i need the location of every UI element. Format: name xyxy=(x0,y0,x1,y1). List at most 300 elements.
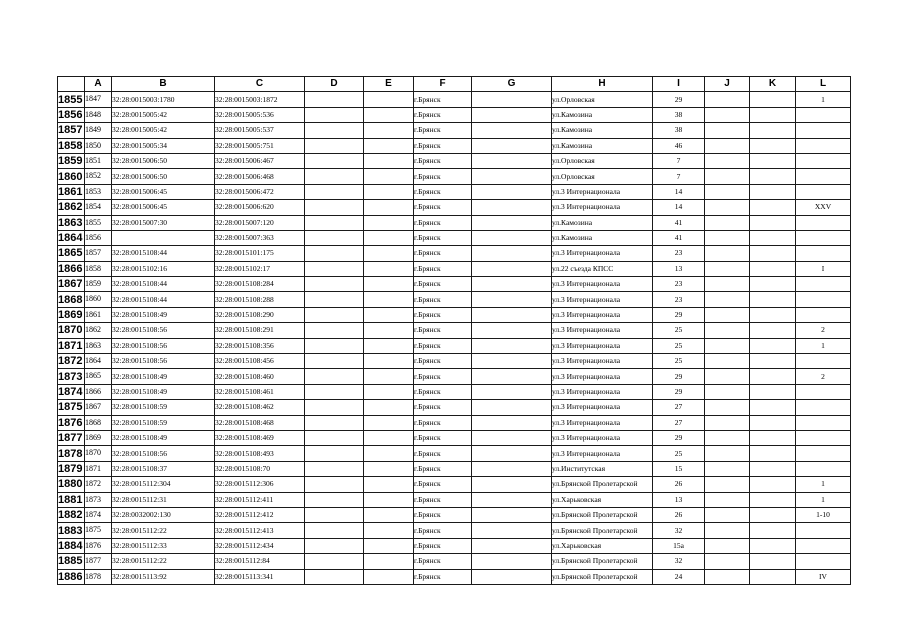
cell-j[interactable] xyxy=(705,184,750,199)
cell-k[interactable] xyxy=(750,369,796,384)
cell-h[interactable]: ул.Брянской Пролетарской xyxy=(552,569,653,584)
cell-e[interactable] xyxy=(364,523,414,538)
cell-k[interactable] xyxy=(750,430,796,445)
cell-l[interactable] xyxy=(796,354,851,369)
cell-i[interactable]: 29 xyxy=(653,384,705,399)
row-number[interactable]: 1873 xyxy=(58,369,85,384)
cell-b[interactable]: 32:28:0015108:44 xyxy=(112,277,215,292)
cell-i[interactable]: 38 xyxy=(653,123,705,138)
cell-i[interactable]: 46 xyxy=(653,138,705,153)
cell-f[interactable]: г.Брянск xyxy=(414,138,472,153)
cell-l[interactable] xyxy=(796,523,851,538)
cell-h[interactable]: ул.3 Интернационала xyxy=(552,446,653,461)
column-header[interactable]: A xyxy=(85,77,112,92)
cell-l[interactable] xyxy=(796,384,851,399)
row-number[interactable]: 1879 xyxy=(58,461,85,476)
cell-k[interactable] xyxy=(750,354,796,369)
cell-c[interactable]: 32:28:0015112:306 xyxy=(215,477,305,492)
column-header[interactable]: D xyxy=(305,77,364,92)
cell-l[interactable]: 1 xyxy=(796,477,851,492)
cell-i[interactable]: 25 xyxy=(653,446,705,461)
cell-c[interactable]: 32:28:0015112:411 xyxy=(215,492,305,507)
cell-a[interactable]: 1877 xyxy=(85,554,112,569)
cell-l[interactable] xyxy=(796,446,851,461)
cell-i[interactable]: 25 xyxy=(653,338,705,353)
cell-i[interactable]: 41 xyxy=(653,215,705,230)
cell-k[interactable] xyxy=(750,461,796,476)
cell-f[interactable]: г.Брянск xyxy=(414,430,472,445)
cell-l[interactable] xyxy=(796,246,851,261)
cell-l[interactable] xyxy=(796,400,851,415)
cell-a[interactable]: 1860 xyxy=(85,292,112,307)
column-header[interactable]: E xyxy=(364,77,414,92)
cell-c[interactable]: 32:28:0015108:70 xyxy=(215,461,305,476)
cell-b[interactable]: 32:28:0015108:59 xyxy=(112,400,215,415)
cell-e[interactable] xyxy=(364,153,414,168)
cell-k[interactable] xyxy=(750,184,796,199)
cell-b[interactable]: 32:28:0015006:50 xyxy=(112,153,215,168)
cell-b[interactable]: 32:28:0015112:22 xyxy=(112,554,215,569)
cell-b[interactable]: 32:28:0015112:31 xyxy=(112,492,215,507)
cell-c[interactable]: 32:28:0015108:284 xyxy=(215,277,305,292)
cell-c[interactable]: 32:28:0015108:468 xyxy=(215,415,305,430)
cell-h[interactable]: ул.3 Интернационала xyxy=(552,200,653,215)
cell-d[interactable] xyxy=(305,169,364,184)
cell-e[interactable] xyxy=(364,138,414,153)
cell-a[interactable]: 1849 xyxy=(85,123,112,138)
cell-c[interactable]: 32:28:0015113:341 xyxy=(215,569,305,584)
cell-g[interactable] xyxy=(472,261,552,276)
cell-g[interactable] xyxy=(472,523,552,538)
cell-f[interactable]: г.Брянск xyxy=(414,507,472,522)
cell-g[interactable] xyxy=(472,338,552,353)
row-number[interactable]: 1862 xyxy=(58,200,85,215)
cell-a[interactable]: 1856 xyxy=(85,230,112,245)
cell-h[interactable]: ул.Камозина xyxy=(552,138,653,153)
row-number[interactable]: 1858 xyxy=(58,138,85,153)
cell-g[interactable] xyxy=(472,107,552,122)
cell-d[interactable] xyxy=(305,215,364,230)
cell-g[interactable] xyxy=(472,384,552,399)
row-number[interactable]: 1860 xyxy=(58,169,85,184)
cell-e[interactable] xyxy=(364,215,414,230)
cell-b[interactable]: 32:28:0015112:304 xyxy=(112,477,215,492)
cell-k[interactable] xyxy=(750,384,796,399)
cell-d[interactable] xyxy=(305,554,364,569)
cell-f[interactable]: г.Брянск xyxy=(414,169,472,184)
cell-i[interactable]: 23 xyxy=(653,292,705,307)
cell-b[interactable]: 32:28:0015108:49 xyxy=(112,369,215,384)
cell-j[interactable] xyxy=(705,354,750,369)
cell-k[interactable] xyxy=(750,246,796,261)
cell-d[interactable] xyxy=(305,492,364,507)
cell-b[interactable]: 32:28:0015108:49 xyxy=(112,430,215,445)
cell-e[interactable] xyxy=(364,261,414,276)
cell-e[interactable] xyxy=(364,246,414,261)
cell-j[interactable] xyxy=(705,200,750,215)
cell-i[interactable]: 25 xyxy=(653,354,705,369)
cell-b[interactable]: 32:28:0015005:34 xyxy=(112,138,215,153)
cell-a[interactable]: 1863 xyxy=(85,338,112,353)
cell-g[interactable] xyxy=(472,400,552,415)
row-number[interactable]: 1868 xyxy=(58,292,85,307)
cell-h[interactable]: ул.Камозина xyxy=(552,107,653,122)
cell-d[interactable] xyxy=(305,138,364,153)
cell-a[interactable]: 1874 xyxy=(85,507,112,522)
cell-b[interactable]: 32:28:0015108:56 xyxy=(112,354,215,369)
cell-a[interactable]: 1864 xyxy=(85,354,112,369)
cell-l[interactable] xyxy=(796,554,851,569)
row-number[interactable]: 1870 xyxy=(58,323,85,338)
cell-j[interactable] xyxy=(705,307,750,322)
cell-g[interactable] xyxy=(472,292,552,307)
cell-j[interactable] xyxy=(705,523,750,538)
cell-b[interactable]: 32:28:0015003:1780 xyxy=(112,92,215,107)
cell-i[interactable]: 23 xyxy=(653,277,705,292)
cell-e[interactable] xyxy=(364,169,414,184)
cell-i[interactable]: 15а xyxy=(653,538,705,553)
cell-f[interactable]: г.Брянск xyxy=(414,538,472,553)
cell-h[interactable]: ул.3 Интернационала xyxy=(552,338,653,353)
cell-g[interactable] xyxy=(472,430,552,445)
row-number[interactable]: 1859 xyxy=(58,153,85,168)
cell-a[interactable]: 1848 xyxy=(85,107,112,122)
row-number[interactable]: 1872 xyxy=(58,354,85,369)
cell-h[interactable]: ул.Орловская xyxy=(552,92,653,107)
cell-l[interactable] xyxy=(796,169,851,184)
cell-a[interactable]: 1858 xyxy=(85,261,112,276)
cell-c[interactable]: 32:28:0015108:456 xyxy=(215,354,305,369)
cell-i[interactable]: 26 xyxy=(653,477,705,492)
row-number[interactable]: 1871 xyxy=(58,338,85,353)
cell-d[interactable] xyxy=(305,307,364,322)
cell-j[interactable] xyxy=(705,477,750,492)
cell-e[interactable] xyxy=(364,554,414,569)
cell-e[interactable] xyxy=(364,92,414,107)
cell-k[interactable] xyxy=(750,415,796,430)
row-number[interactable]: 1857 xyxy=(58,123,85,138)
cell-h[interactable]: ул.Брянской Пролетарской xyxy=(552,554,653,569)
cell-j[interactable] xyxy=(705,92,750,107)
cell-l[interactable]: IV xyxy=(796,569,851,584)
cell-l[interactable] xyxy=(796,430,851,445)
cell-a[interactable]: 1855 xyxy=(85,215,112,230)
cell-j[interactable] xyxy=(705,400,750,415)
cell-b[interactable]: 32:28:0015113:92 xyxy=(112,569,215,584)
cell-k[interactable] xyxy=(750,338,796,353)
cell-l[interactable] xyxy=(796,153,851,168)
cell-b[interactable]: 32:28:0015108:44 xyxy=(112,292,215,307)
cell-l[interactable]: I xyxy=(796,261,851,276)
cell-i[interactable]: 27 xyxy=(653,415,705,430)
cell-c[interactable]: 32:28:0015007:363 xyxy=(215,230,305,245)
cell-a[interactable]: 1867 xyxy=(85,400,112,415)
cell-b[interactable]: 32:28:0015005:42 xyxy=(112,107,215,122)
cell-e[interactable] xyxy=(364,292,414,307)
cell-f[interactable]: г.Брянск xyxy=(414,446,472,461)
cell-a[interactable]: 1861 xyxy=(85,307,112,322)
cell-f[interactable]: г.Брянск xyxy=(414,523,472,538)
cell-c[interactable]: 32:28:0015108:288 xyxy=(215,292,305,307)
cell-i[interactable]: 26 xyxy=(653,507,705,522)
cell-a[interactable]: 1857 xyxy=(85,246,112,261)
row-number[interactable]: 1875 xyxy=(58,400,85,415)
cell-a[interactable]: 1870 xyxy=(85,446,112,461)
cell-l[interactable]: 1 xyxy=(796,338,851,353)
cell-l[interactable] xyxy=(796,107,851,122)
row-number[interactable]: 1869 xyxy=(58,307,85,322)
cell-k[interactable] xyxy=(750,92,796,107)
cell-k[interactable] xyxy=(750,323,796,338)
column-header[interactable]: I xyxy=(653,77,705,92)
cell-j[interactable] xyxy=(705,384,750,399)
cell-l[interactable]: 1 xyxy=(796,92,851,107)
cell-e[interactable] xyxy=(364,384,414,399)
cell-h[interactable]: ул.Камозина xyxy=(552,215,653,230)
cell-f[interactable]: г.Брянск xyxy=(414,461,472,476)
cell-i[interactable]: 7 xyxy=(653,153,705,168)
cell-i[interactable]: 14 xyxy=(653,200,705,215)
cell-k[interactable] xyxy=(750,492,796,507)
cell-e[interactable] xyxy=(364,369,414,384)
cell-g[interactable] xyxy=(472,92,552,107)
cell-d[interactable] xyxy=(305,200,364,215)
cell-c[interactable]: 32:28:0015112:434 xyxy=(215,538,305,553)
cell-g[interactable] xyxy=(472,184,552,199)
cell-i[interactable]: 27 xyxy=(653,400,705,415)
cell-g[interactable] xyxy=(472,554,552,569)
cell-h[interactable]: ул.Институтская xyxy=(552,461,653,476)
cell-e[interactable] xyxy=(364,323,414,338)
cell-d[interactable] xyxy=(305,123,364,138)
cell-e[interactable] xyxy=(364,200,414,215)
cell-c[interactable]: 32:28:0015003:1872 xyxy=(215,92,305,107)
cell-c[interactable]: 32:28:0015112:412 xyxy=(215,507,305,522)
cell-b[interactable]: 32:28:0015108:49 xyxy=(112,307,215,322)
cell-g[interactable] xyxy=(472,307,552,322)
cell-k[interactable] xyxy=(750,400,796,415)
cell-b[interactable]: 32:28:0015102:16 xyxy=(112,261,215,276)
cell-j[interactable] xyxy=(705,246,750,261)
row-number[interactable]: 1881 xyxy=(58,492,85,507)
cell-d[interactable] xyxy=(305,323,364,338)
cell-i[interactable]: 41 xyxy=(653,230,705,245)
cell-j[interactable] xyxy=(705,415,750,430)
cell-i[interactable]: 13 xyxy=(653,261,705,276)
cell-e[interactable] xyxy=(364,400,414,415)
column-header[interactable]: H xyxy=(552,77,653,92)
cell-b[interactable]: 32:28:0015112:33 xyxy=(112,538,215,553)
cell-f[interactable]: г.Брянск xyxy=(414,415,472,430)
cell-j[interactable] xyxy=(705,569,750,584)
row-number[interactable]: 1861 xyxy=(58,184,85,199)
cell-k[interactable] xyxy=(750,446,796,461)
cell-e[interactable] xyxy=(364,354,414,369)
row-number[interactable]: 1856 xyxy=(58,107,85,122)
cell-c[interactable]: 32:28:0015108:462 xyxy=(215,400,305,415)
cell-h[interactable]: ул.3 Интернационала xyxy=(552,323,653,338)
cell-h[interactable]: ул.Брянской Пролетарской xyxy=(552,523,653,538)
cell-f[interactable]: г.Брянск xyxy=(414,184,472,199)
cell-g[interactable] xyxy=(472,200,552,215)
cell-c[interactable]: 32:28:0015108:290 xyxy=(215,307,305,322)
cell-d[interactable] xyxy=(305,153,364,168)
column-header[interactable]: B xyxy=(112,77,215,92)
cell-d[interactable] xyxy=(305,277,364,292)
row-number[interactable]: 1863 xyxy=(58,215,85,230)
cell-f[interactable]: г.Брянск xyxy=(414,400,472,415)
cell-a[interactable]: 1868 xyxy=(85,415,112,430)
cell-e[interactable] xyxy=(364,492,414,507)
cell-e[interactable] xyxy=(364,461,414,476)
cell-e[interactable] xyxy=(364,477,414,492)
cell-e[interactable] xyxy=(364,338,414,353)
cell-k[interactable] xyxy=(750,307,796,322)
cell-f[interactable]: г.Брянск xyxy=(414,338,472,353)
cell-e[interactable] xyxy=(364,123,414,138)
cell-d[interactable] xyxy=(305,461,364,476)
cell-i[interactable]: 25 xyxy=(653,323,705,338)
cell-b[interactable]: 32:28:0015006:50 xyxy=(112,169,215,184)
row-number[interactable]: 1884 xyxy=(58,538,85,553)
cell-k[interactable] xyxy=(750,277,796,292)
cell-j[interactable] xyxy=(705,138,750,153)
cell-c[interactable]: 32:28:0015112:413 xyxy=(215,523,305,538)
cell-d[interactable] xyxy=(305,246,364,261)
cell-f[interactable]: г.Брянск xyxy=(414,215,472,230)
cell-d[interactable] xyxy=(305,477,364,492)
cell-c[interactable]: 32:28:0015108:493 xyxy=(215,446,305,461)
cell-k[interactable] xyxy=(750,569,796,584)
row-number[interactable]: 1885 xyxy=(58,554,85,569)
cell-f[interactable]: г.Брянск xyxy=(414,246,472,261)
cell-l[interactable] xyxy=(796,538,851,553)
cell-c[interactable]: 32:28:0015108:460 xyxy=(215,369,305,384)
cell-g[interactable] xyxy=(472,215,552,230)
cell-k[interactable] xyxy=(750,554,796,569)
cell-f[interactable]: г.Брянск xyxy=(414,323,472,338)
cell-k[interactable] xyxy=(750,230,796,245)
cell-f[interactable]: г.Брянск xyxy=(414,153,472,168)
cell-e[interactable] xyxy=(364,107,414,122)
cell-g[interactable] xyxy=(472,369,552,384)
cell-e[interactable] xyxy=(364,507,414,522)
cell-a[interactable]: 1865 xyxy=(85,369,112,384)
column-header[interactable]: L xyxy=(796,77,851,92)
cell-j[interactable] xyxy=(705,107,750,122)
cell-h[interactable]: ул.3 Интернационала xyxy=(552,292,653,307)
cell-f[interactable]: г.Брянск xyxy=(414,92,472,107)
cell-k[interactable] xyxy=(750,292,796,307)
cell-a[interactable]: 1871 xyxy=(85,461,112,476)
cell-a[interactable]: 1869 xyxy=(85,430,112,445)
cell-k[interactable] xyxy=(750,169,796,184)
cell-c[interactable]: 32:28:0015101:175 xyxy=(215,246,305,261)
cell-f[interactable]: г.Брянск xyxy=(414,477,472,492)
row-number[interactable]: 1882 xyxy=(58,507,85,522)
cell-b[interactable]: 32:28:0015108:44 xyxy=(112,246,215,261)
cell-b[interactable]: 32:28:0015112:22 xyxy=(112,523,215,538)
cell-b[interactable]: 32:28:0015006:45 xyxy=(112,184,215,199)
cell-b[interactable]: 32:28:0015108:56 xyxy=(112,446,215,461)
cell-k[interactable] xyxy=(750,153,796,168)
cell-g[interactable] xyxy=(472,277,552,292)
cell-h[interactable]: ул.3 Интернационала xyxy=(552,400,653,415)
cell-d[interactable] xyxy=(305,338,364,353)
cell-g[interactable] xyxy=(472,492,552,507)
cell-c[interactable]: 32:28:0015108:356 xyxy=(215,338,305,353)
cell-l[interactable] xyxy=(796,292,851,307)
cell-f[interactable]: г.Брянск xyxy=(414,369,472,384)
cell-e[interactable] xyxy=(364,307,414,322)
cell-l[interactable] xyxy=(796,277,851,292)
cell-a[interactable]: 1878 xyxy=(85,569,112,584)
cell-a[interactable]: 1862 xyxy=(85,323,112,338)
cell-b[interactable] xyxy=(112,230,215,245)
row-number[interactable]: 1878 xyxy=(58,446,85,461)
cell-e[interactable] xyxy=(364,569,414,584)
cell-i[interactable]: 29 xyxy=(653,369,705,384)
cell-d[interactable] xyxy=(305,400,364,415)
cell-e[interactable] xyxy=(364,446,414,461)
cell-i[interactable]: 32 xyxy=(653,523,705,538)
cell-b[interactable]: 32:28:0032002:130 xyxy=(112,507,215,522)
cell-l[interactable]: 1 xyxy=(796,492,851,507)
row-number[interactable]: 1877 xyxy=(58,430,85,445)
cell-k[interactable] xyxy=(750,123,796,138)
cell-h[interactable]: ул.Орловская xyxy=(552,153,653,168)
cell-k[interactable] xyxy=(750,507,796,522)
column-header[interactable]: J xyxy=(705,77,750,92)
cell-i[interactable]: 24 xyxy=(653,569,705,584)
cell-d[interactable] xyxy=(305,384,364,399)
cell-l[interactable]: 1-10 xyxy=(796,507,851,522)
cell-c[interactable]: 32:28:0015112:84 xyxy=(215,554,305,569)
column-header[interactable]: F xyxy=(414,77,472,92)
cell-g[interactable] xyxy=(472,123,552,138)
cell-g[interactable] xyxy=(472,461,552,476)
cell-i[interactable]: 32 xyxy=(653,554,705,569)
cell-a[interactable]: 1847 xyxy=(85,92,112,107)
cell-l[interactable] xyxy=(796,184,851,199)
column-header[interactable]: G xyxy=(472,77,552,92)
cell-d[interactable] xyxy=(305,354,364,369)
cell-b[interactable]: 32:28:0015007:30 xyxy=(112,215,215,230)
cell-h[interactable]: ул.Камозина xyxy=(552,230,653,245)
cell-l[interactable] xyxy=(796,230,851,245)
cell-g[interactable] xyxy=(472,569,552,584)
cell-h[interactable]: ул.3 Интернационала xyxy=(552,354,653,369)
cell-f[interactable]: г.Брянск xyxy=(414,261,472,276)
cell-c[interactable]: 32:28:0015006:472 xyxy=(215,184,305,199)
cell-l[interactable] xyxy=(796,138,851,153)
cell-g[interactable] xyxy=(472,138,552,153)
cell-b[interactable]: 32:28:0015005:42 xyxy=(112,123,215,138)
cell-a[interactable]: 1859 xyxy=(85,277,112,292)
cell-c[interactable]: 32:28:0015005:751 xyxy=(215,138,305,153)
row-number[interactable]: 1865 xyxy=(58,246,85,261)
cell-h[interactable]: ул.3 Интернационала xyxy=(552,277,653,292)
cell-j[interactable] xyxy=(705,492,750,507)
cell-j[interactable] xyxy=(705,538,750,553)
cell-j[interactable] xyxy=(705,169,750,184)
cell-d[interactable] xyxy=(305,415,364,430)
cell-i[interactable]: 13 xyxy=(653,492,705,507)
cell-d[interactable] xyxy=(305,369,364,384)
cell-k[interactable] xyxy=(750,200,796,215)
cell-i[interactable]: 7 xyxy=(653,169,705,184)
cell-j[interactable] xyxy=(705,215,750,230)
